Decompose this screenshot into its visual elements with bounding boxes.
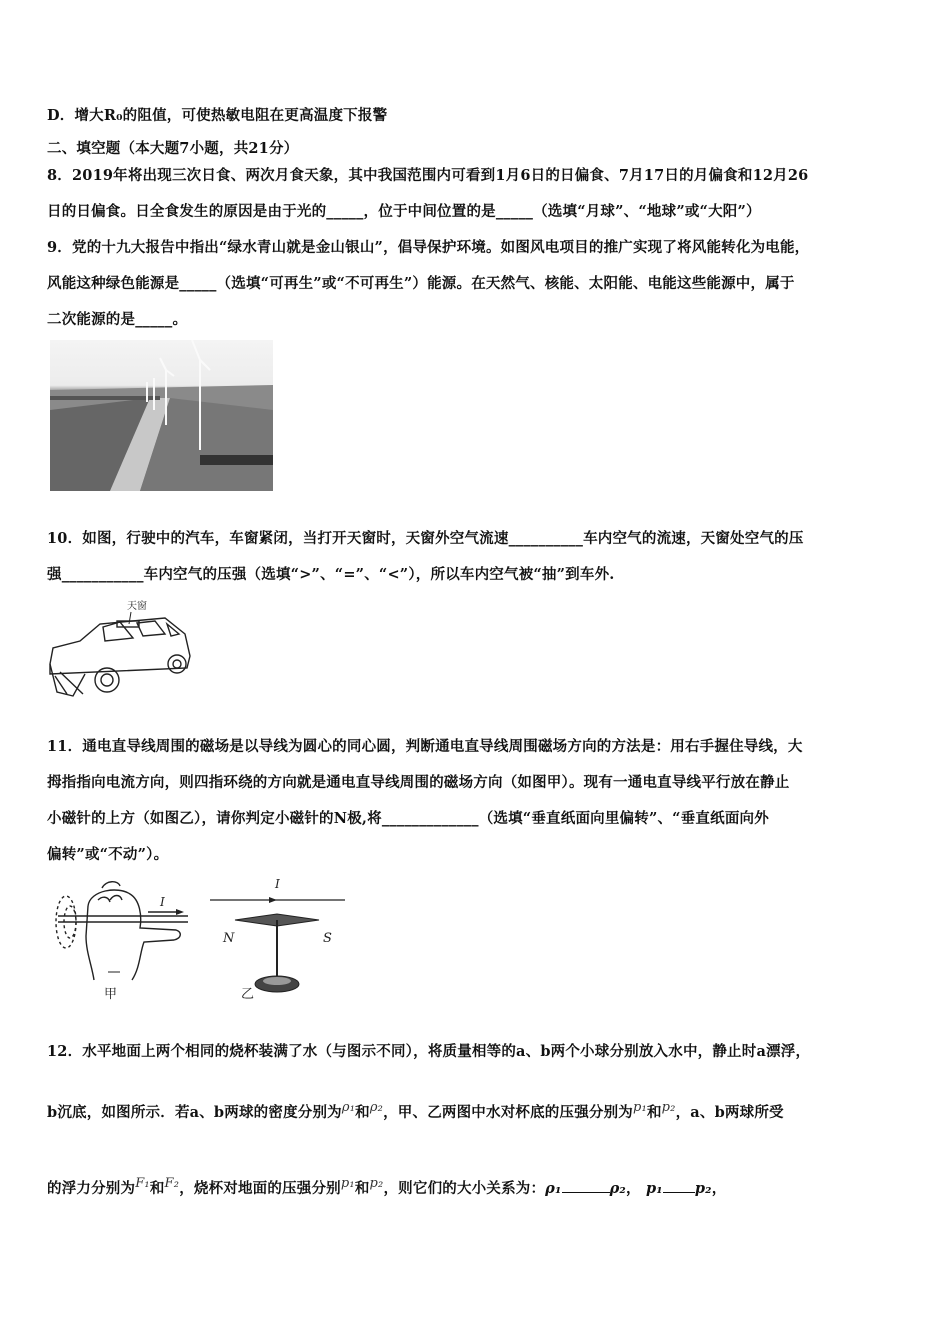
option-d: D．增大R₀的阻值，可使热敏电阻在更高温度下报警	[47, 107, 388, 124]
rho-answer-blank[interactable]	[562, 1192, 610, 1193]
question-8-line-1: 8．2019年将出现三次日食、两次月食天象，其中我国范围内可看到1月6日的日偏食、7月17日的月偏食和12月26	[47, 167, 809, 184]
current-label-yi: I	[275, 877, 280, 891]
pole-n-label: N	[223, 931, 235, 946]
p1-answer-label: p₁	[645, 1179, 663, 1197]
rho1-symbol: ρ₁	[341, 1100, 356, 1115]
rho2-symbol: ρ₂	[369, 1100, 384, 1115]
question-12-line-3	[47, 1176, 726, 1198]
question-11-line-3: 小磁针的上方（如图乙），请你判定小磁针的N极,将_____________（选填“垂直纸面向里偏转”、“垂直纸面向外	[47, 810, 769, 827]
q12-text-g: 和	[149, 1179, 165, 1197]
section-heading: 二、填空题（本大题7小题，共21分）	[47, 140, 299, 157]
question-9-line-3: 二次能源的是_____。	[47, 311, 188, 328]
question-12-line-1: 12．水平地面上两个相同的烧杯装满了水（与图示不同），将质量相等的a、b两个小球分别放入水中，静止时a漂浮，	[47, 1043, 811, 1060]
question-11-line-1: 11．通电直导线周围的磁场是以导线为圆心的同心圆，判断通电直导线周围磁场方向的方法是：用右手握住导线，大	[47, 738, 803, 755]
question-10-line-1: 10．如图，行驶中的汽车，车窗紧闭，当打开天窗时，天窗外空气流速__________车内空气的流速，天窗处空气的压	[47, 530, 804, 547]
wind-farm-illustration	[50, 340, 273, 491]
rho2-answer-label: ρ₂	[609, 1179, 626, 1197]
question-11-line-2: 拇指指向电流方向，则四指环绕的方向就是通电直导线周围的磁场方向（如图甲）。现有一通电直导线平行放在静止	[47, 774, 790, 791]
question-11-line-4: 偏转”或“不动”）。	[47, 846, 169, 863]
p1-symbol: p₁	[633, 1100, 647, 1115]
q12-text-e: ，a、b两球所受	[675, 1103, 784, 1121]
F2-symbol: F₂	[164, 1176, 180, 1191]
p2-answer-label: p₂	[694, 1179, 712, 1197]
pole-s-label: S	[323, 931, 332, 946]
F1-symbol: F₁	[135, 1176, 150, 1191]
q12-text-f: 的浮力分别为	[47, 1179, 136, 1197]
question-8-line-2: 日的日偏食。日全食发生的原因是由于光的_____，位于中间位置的是_____（选填“月球”、“地球”或“大阳”）	[47, 203, 761, 220]
comma-1: ，	[625, 1179, 641, 1197]
wind-farm-photo	[50, 340, 273, 491]
q12-text-h: ，烧杯对地面的压强分别	[179, 1179, 341, 1197]
p1b-symbol: p₁	[340, 1176, 355, 1191]
q12-text-d: 和	[646, 1103, 662, 1121]
q12-text-a: b沉底，如图所示．若a、b两球的密度分别为	[47, 1103, 342, 1121]
p2-symbol: p₂	[661, 1100, 676, 1115]
car-figure	[45, 596, 195, 708]
p2b-symbol: p₂	[369, 1176, 384, 1191]
sunroof-label: 天窗	[127, 601, 147, 612]
question-9-line-2: 风能这种绿色能源是_____（选填“可再生”或“不可再生”）能源。在天然气、核能、太阳能、电能这些能源中，属于	[47, 275, 795, 292]
figure-label-yi: 乙	[241, 987, 255, 1002]
comma-2: ，	[711, 1179, 727, 1197]
q12-text-j: ，则它们的大小关系为：	[383, 1179, 546, 1197]
question-12-line-2	[47, 1100, 784, 1122]
wire-compass-figure	[205, 876, 355, 1004]
question-9-line-1: 9．党的十九大报告中指出“绿水青山就是金山银山”，倡导保护环境。如图风电项目的推广实现了将风能转化为电能，	[47, 239, 810, 256]
q12-text-c: ，甲、乙两图中水对杯底的压强分别为	[383, 1103, 634, 1121]
rho1-answer-label: ρ₁	[545, 1179, 562, 1197]
figure-label-jia: 甲	[104, 987, 118, 1002]
q12-text-i: 和	[354, 1179, 370, 1197]
question-10-line-2: 强___________车内空气的压强（选填“>”、“=”、“<”），所以车内空气被“抽”到车外.	[47, 566, 615, 583]
p-answer-blank[interactable]	[663, 1192, 695, 1193]
q12-text-b: 和	[355, 1103, 370, 1121]
right-hand-rule-figure	[48, 876, 198, 1004]
current-label-jia: I	[160, 895, 165, 909]
